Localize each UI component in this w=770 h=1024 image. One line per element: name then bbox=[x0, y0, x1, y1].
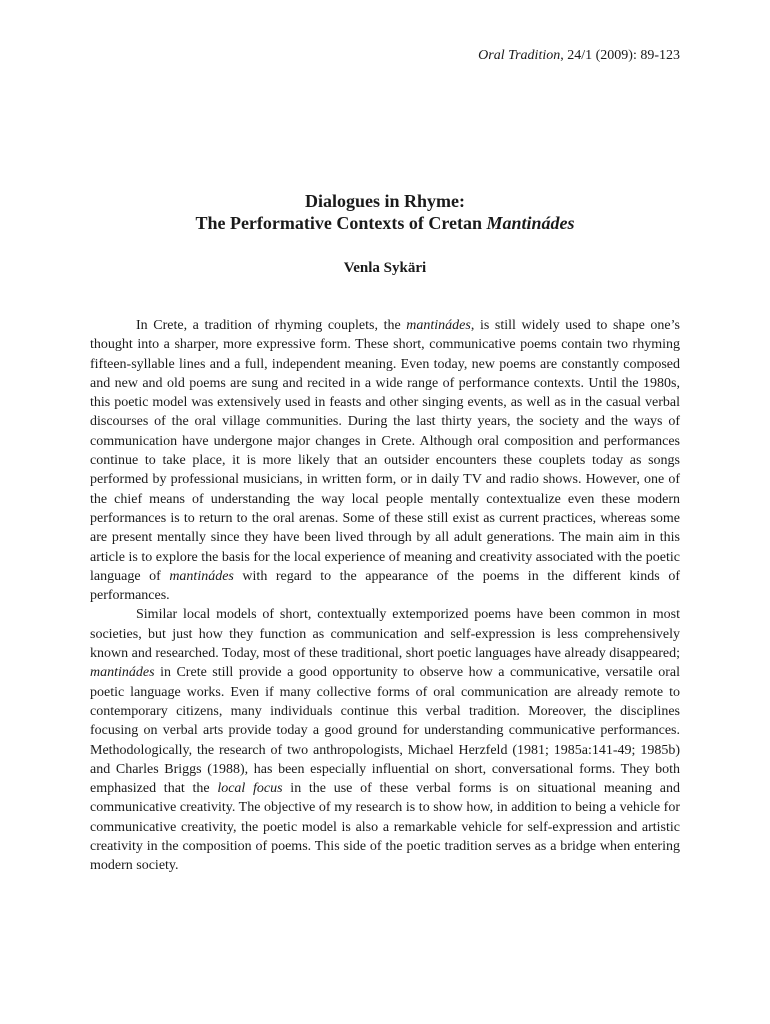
article-body bbox=[90, 316, 680, 876]
author-name: Venla Sykäri bbox=[343, 260, 427, 276]
title-line-1: Dialogues in Rhyme: bbox=[304, 191, 465, 211]
p2-text-2: in Crete still provide a good opportunity to observe how a communicative, versatile oral poetic language works. Even if many collective forms of oral communication are already remote to contemporary citizens, many individuals continue this verbal tradition. Moreover, the disciplines focusing on verbal arts provide today a good ground for understanding communicative performances. Methodologically, the research of two anthropologists, Michael Herzfeld (1981; 1985a:141-49; 1985b) and Charles Briggs (1988), has been especially influential on short, conversational forms. They both emphasized that the bbox=[90, 665, 680, 797]
title-line-2-text: The Performative Contexts of Cretan bbox=[195, 213, 487, 233]
p2-text-3: in the use of these verbal forms is on situational meaning and communicative creativity. The objective of my research is to show how, in addition to being a vehicle for communicative creativity, the poetic model is also a remarkable vehicle for self-expression and artistic creativity in the composition of poems. This side of the poetic tradition serves as a bridge when entering modern society. bbox=[90, 781, 680, 874]
article-title bbox=[0, 190, 770, 234]
citation-details: , 24/1 (2009): 89-123 bbox=[560, 48, 680, 63]
p1-text-3: with regard to the appearance of the poems in the different kinds of performances. bbox=[90, 568, 680, 604]
p2-italic-2: local focus bbox=[217, 781, 283, 797]
title-line-2 bbox=[0, 212, 770, 234]
p1-italic-1: mantinádes bbox=[406, 318, 471, 333]
p2-text-1: Similar local models of short, contextually extemporized poems have been common in most societies, but just how they function as communication and self-expression is less comprehensively known and researched. Today, most of these traditional, short poetic languages have already disappeared; bbox=[90, 607, 680, 662]
p1-text-1: In Crete, a tradition of rhyming couplets, the bbox=[136, 318, 407, 333]
journal-citation bbox=[478, 47, 680, 65]
p1-text-2: , is still widely used to shape one’s thought into a sharper, more expressive form. These short, communicative poems contain two rhyming fifteen-syllable lines and a full, independent meaning. Even today, new poems are constantly composed and new and old poems are sung and recited in a wide range of performance contexts. Until the 1980s, this poetic model was extensively used in feasts and other singing events, as well as in the casual verbal discourses of the oral village communities. During the last thirty years, the society and the ways of communication have undergone major changes in Crete. Although oral composition and performances continue to take place, it is more likely that an outsider encounters these couplets today as songs performed by professional musicians, in written form, or in daily TV and radio shows. However, one of the chief means of understanding the way local people mentally contextualize even these modern performances is to return to the oral arenas. Some of these still exist as current practices, whereas some are present mentally since they have been lived through by all adult generations. The main aim in this article is to explore the basis for the local experience of meaning and creativity associated with the poetic language of bbox=[90, 318, 680, 584]
p1-italic-2: mantinádes bbox=[169, 568, 234, 584]
paragraph-2 bbox=[90, 605, 680, 875]
title-line-2-italic: Mantinádes bbox=[486, 213, 575, 233]
journal-name: Oral Tradition bbox=[478, 48, 561, 63]
p2-italic-1: mantinádes bbox=[90, 665, 155, 681]
paragraph-1 bbox=[90, 316, 680, 605]
